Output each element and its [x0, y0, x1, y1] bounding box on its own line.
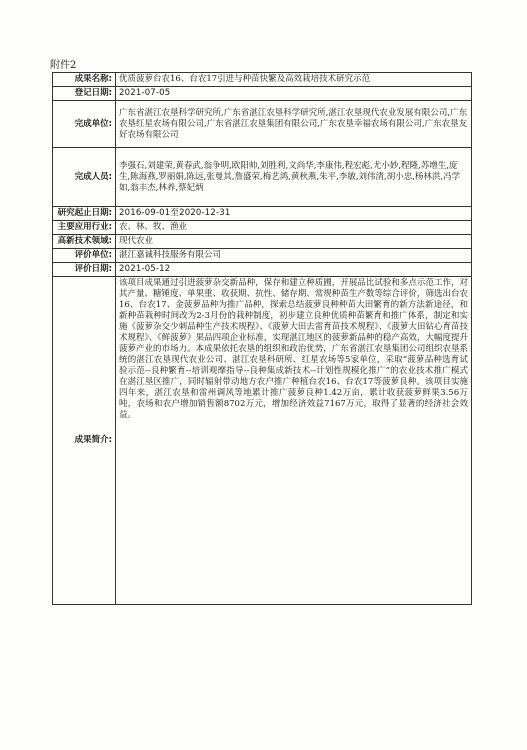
name-value: 优质菠萝台农16、台农17引进与种苗快繁及高效栽培技术研究示范: [116, 73, 472, 87]
evaluator-label: 评价单位:: [53, 249, 116, 263]
eval-date-value: 2021-05-12: [116, 263, 472, 277]
attachment-label: 附件2: [50, 60, 77, 71]
period-label: 研究起止日期:: [53, 207, 116, 221]
row-eval-date: [53, 263, 472, 277]
tech-field-value: 现代农业: [116, 235, 472, 249]
evaluator-value: 湛江嘉诚科技服务有限公司: [116, 249, 472, 263]
row-industry: [53, 221, 472, 235]
row-summary: [53, 277, 472, 605]
industry-value: 农、林、牧、渔业: [116, 221, 472, 235]
period-value: 2016-09-01至2020-12-31: [116, 207, 472, 221]
row-tech-field: [53, 235, 472, 249]
people-label: 完成人员:: [53, 148, 116, 207]
units-label: 完成单位:: [53, 101, 116, 148]
industry-label: 主要应用行业:: [53, 221, 116, 235]
row-units: [53, 101, 472, 148]
reg-date-label: 登记日期:: [53, 87, 116, 101]
row-period: [53, 207, 472, 221]
units-value: 广东省湛江农垦科学研究所,广东省湛江农垦科学研究所,湛江农垦现代农业发展有限公司,广东农垦红星农场有限公司,广东省湛江农垦集团有限公司,广东农垦幸福农场有限公司,广东农垦友好农场有限公司: [116, 101, 472, 148]
reg-date-value: 2021-07-05: [116, 87, 472, 101]
row-reg-date: [53, 87, 472, 101]
row-name: [53, 73, 472, 87]
summary-label: 成果简介:: [53, 277, 116, 605]
row-people: [53, 148, 472, 207]
eval-date-label: 评价日期:: [53, 263, 116, 277]
people-value: 李强石,刘建荣,黄春武,翁争明,欧阳帅,刘胜利,文尚华,李康伟,程宏彪,尤小妙,程隆,苏增生,庞生,陈海燕,罗丽娟,陈远,张曼其,詹盛荣,梅艺鸿,黄秋燕,朱平,李敏,刘伟清,胡小忠,杨林洪,冯学如,翁丰杰,林养,蔡妃炳: [116, 148, 472, 207]
achievement-info-table: [52, 72, 472, 605]
summary-value: 该项目成果通过引进菠萝杂交新品种，保存和建立种质圃，开展品比试验和多点示范工作，对其产量、糖锤度、单果重、收获期、抗性、储存期、常规种苗生产数等综合评价，筛选出台农16、台农17、金菠萝品种为推广品种，探索总结菠萝良种种苗大田繁育的新方法新途径，和新种苗栽种时间改为2-3月份的栽种制度，初步建立良种优质种苗繁育和推广体系，制定和实施《菠萝杂交少刺品种生产技术规程》、《菠萝大田去雷育苗技术规程》、《菠萝大田钻心育苗技术规程》、《鲜菠萝》果品四项企业标准，实现湛江地区的菠萝新品种的稳产高效，大幅度提升菠萝产业的市场力。本成果依托农垦的组织和政治优势，广东省湛江农垦集团公司组织农垦系统的湛江农垦现代农业公司、湛江农垦科研所、红星农场等5家单位，采取“菠萝品种选育试验示范--良种繁育--培训观摩指导--良种集成新技术--计划性规模化推广”的农业技术推广模式在湛江垦区推广，同时辐射带动地方农户推广种植台农16、台农17等菠萝良种。该项目实施四年来，湛江农垦和雷州调风等地累计推广菠萝良种1.42万亩，累计收获菠萝鲜果3.56万吨，农场和农户增加销售额8702万元，增加经济效益7167万元，取得了显著的经济社会效益。: [116, 277, 472, 605]
tech-field-label: 高新技术领域:: [53, 235, 116, 249]
name-label: 成果名称:: [53, 73, 116, 87]
row-evaluator: [53, 249, 472, 263]
